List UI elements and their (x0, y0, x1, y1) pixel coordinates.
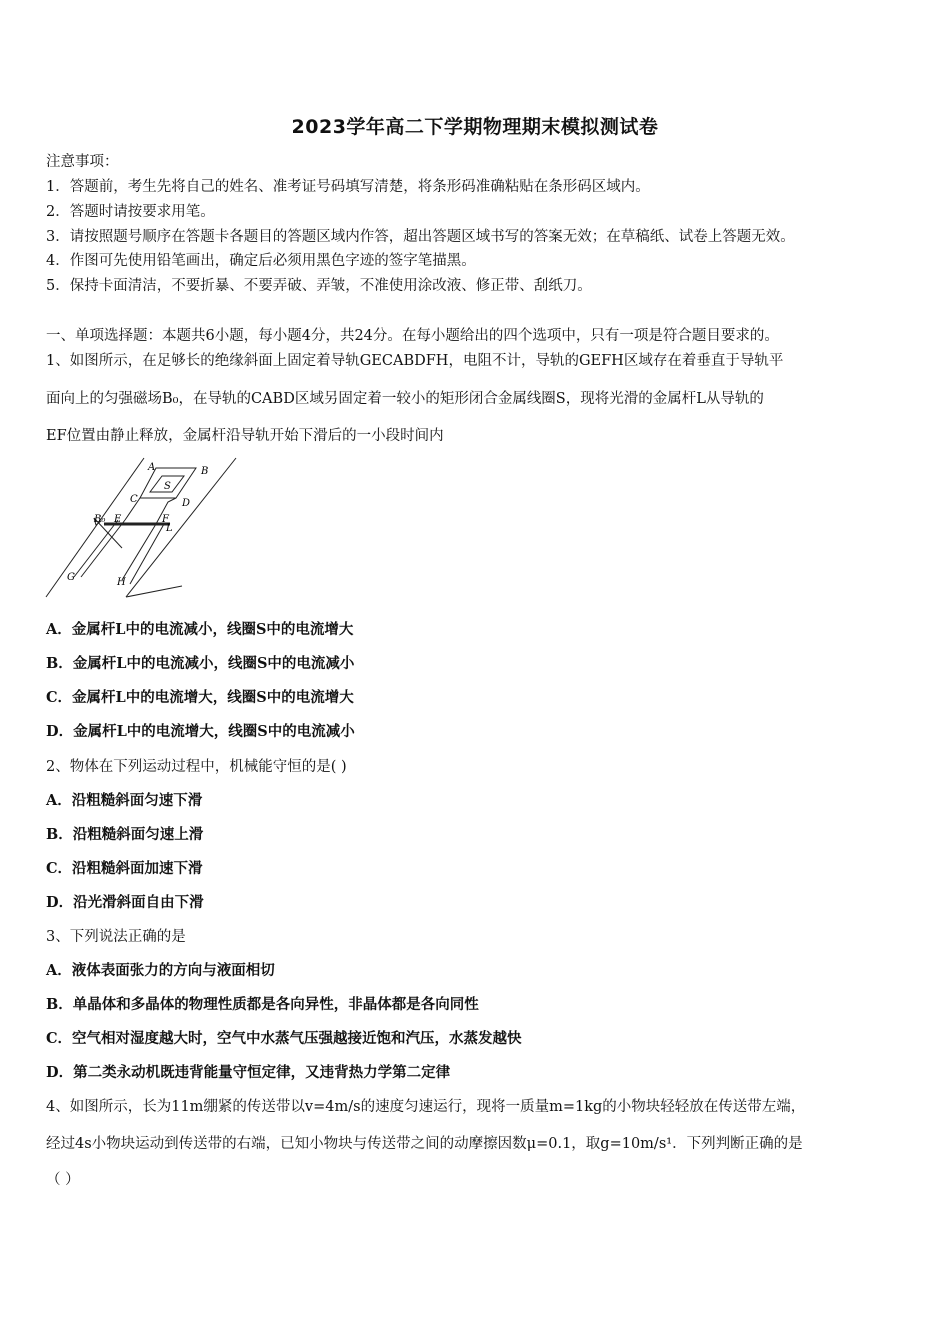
q1-option-b: B．金属杆L中的电流减小，线圈S中的电流减小 (46, 655, 355, 672)
notice-item-4: 4．作图可先使用铅笔画出，确定后必须用黑色字迹的签字笔描黑。 (46, 253, 476, 269)
q3-option-b: B．单晶体和多晶体的物理性质都是各向异性，非晶体都是各向同性 (46, 996, 479, 1013)
q2-stem: 2、物体在下列运动过程中，机械能守恒的是( ) (46, 759, 347, 775)
q1-option-d: D．金属杆L中的电流增大，线圈S中的电流减小 (46, 723, 355, 740)
label-b: B (201, 466, 209, 477)
label-d: D (182, 498, 191, 509)
incline-rail-diagram (44, 452, 244, 604)
q4-answer-bracket: （ ） (46, 1172, 80, 1188)
q1-option-a: A．金属杆L中的电流减小，线圈S中的电流增大 (46, 621, 354, 638)
label-s: S (164, 481, 171, 492)
q2-option-c: C．沿粗糙斜面加速下滑 (46, 860, 203, 877)
q1-figure (44, 452, 244, 604)
q3-option-a: A．液体表面张力的方向与液面相切 (46, 962, 275, 979)
label-l: L (166, 523, 173, 534)
notice-item-3: 3．请按照题号顺序在答题卡各题目的答题区域内作答，超出答题区域书写的答案无效；在草稿纸、试卷上答题无效。 (46, 229, 795, 245)
label-f: F (162, 514, 169, 525)
label-a: A (148, 462, 156, 473)
label-b0: B₀ (94, 514, 106, 525)
q2-option-d: D．沿光滑斜面自由下滑 (46, 894, 204, 911)
q1-option-c: C．金属杆L中的电流增大，线圈S中的电流增大 (46, 689, 354, 706)
label-c: C (130, 494, 138, 505)
notice-heading: 注意事项： (46, 154, 119, 170)
q3-option-c: C．空气相对湿度越大时，空气中水蒸气压强越接近饱和汽压，水蒸发越快 (46, 1030, 522, 1047)
q3-stem: 3、下列说法正确的是 (46, 929, 186, 945)
q2-option-a: A．沿粗糙斜面匀速下滑 (46, 792, 203, 809)
label-e: E (114, 514, 122, 525)
q1-stem-line-1: 1、如图所示，在足够长的绝缘斜面上固定着导轨GECABDFH，电阻不计，导轨的GEFH区域存在着垂直于导轨平 (46, 353, 784, 369)
label-g: G (67, 572, 75, 583)
rail-ge-inner (81, 520, 125, 577)
notice-item-5: 5．保持卡面清洁，不要折暴、不要弄破、弄皱，不准使用涂改液、修正带、刮纸刀。 (46, 278, 592, 294)
notice-item-1: 1．答题前，考生先将自己的姓名、准考证号码填写清楚，将条形码准确粘贴在条形码区域内。 (46, 179, 650, 195)
notice-item-2: 2．答题时请按要求用笔。 (46, 204, 215, 220)
incline-edge-left (46, 458, 144, 597)
rail-hf-inner (130, 524, 164, 584)
q3-option-d: D．第二类永动机既违背能量守恒定律，又违背热力学第二定律 (46, 1064, 451, 1081)
q1-stem-line-3: EF位置由静止释放，金属杆沿导轨开始下滑后的一小段时间内 (46, 428, 444, 444)
q1-stem-line-2: 面向上的匀强磁场B₀，在导轨的CABD区域另固定着一较小的矩形闭合金属线圈S，现将光滑的金属杆L从导轨的 (46, 391, 764, 407)
exam-title: 2023学年高二下学期物理期末模拟测试卷 (291, 116, 659, 138)
label-h: H (117, 577, 126, 588)
q2-option-b: B．沿粗糙斜面匀速上滑 (46, 826, 204, 843)
q4-stem-line-1: 4、如图所示，长为11m绷紧的传送带以v=4m/s的速度匀速运行，现将一质量m=1kg的小物块轻轻放在传送带左端， (46, 1099, 806, 1115)
incline-base (126, 586, 182, 597)
rail-hf (122, 524, 156, 580)
incline-edge-right (126, 458, 236, 597)
q4-stem-line-2: 经过4s小物块运动到传送带的右端，已知小物块与传送带之间的动摩擦因数μ=0.1，取g=10m/s¹．下列判断正确的是 (46, 1136, 803, 1152)
section-heading: 一、单项选择题：本题共6小题，每小题4分，共24分。在每小题给出的四个选项中，只有一项是符合题目要求的。 (46, 328, 779, 344)
